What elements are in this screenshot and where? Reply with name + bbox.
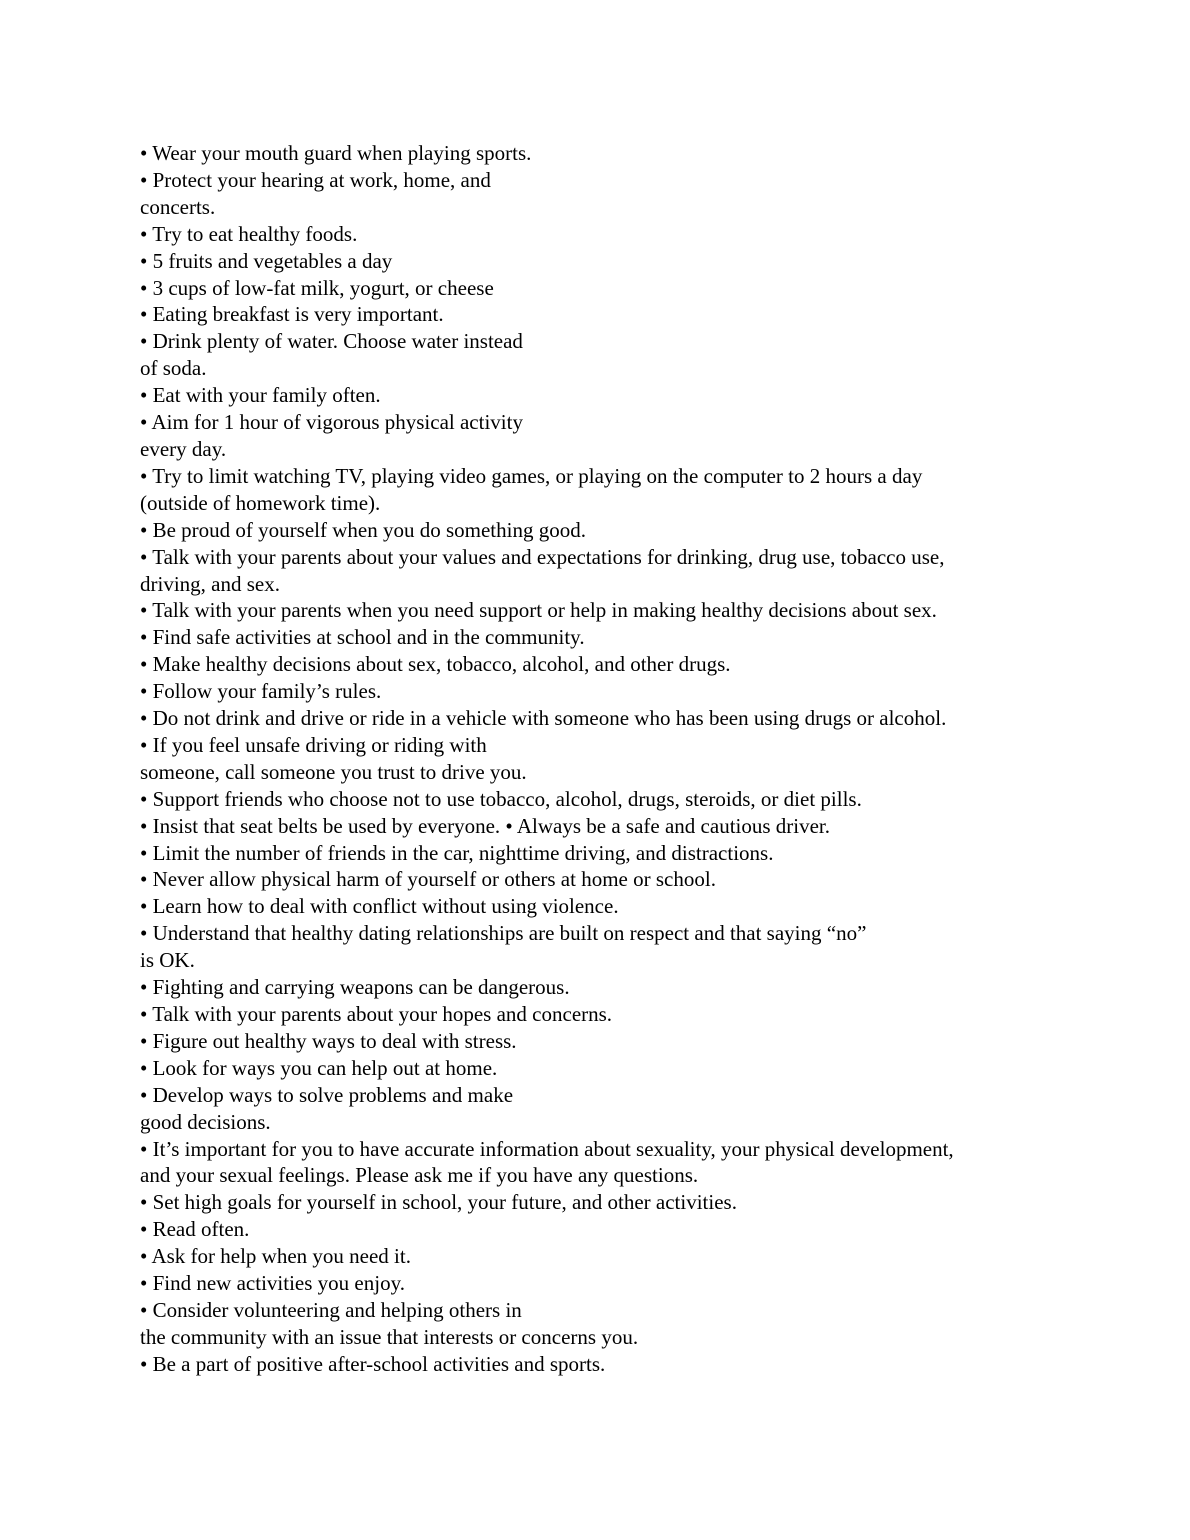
text-line: • Make healthy decisions about sex, tobacco, alcohol, and other drugs. <box>140 652 731 677</box>
text-line: • Never allow physical harm of yourself or others at home or school. <box>140 867 716 892</box>
text-line: and your sexual feelings. Please ask me if you have any questions. <box>140 1163 699 1188</box>
text-line: • Consider volunteering and helping others in <box>140 1297 522 1322</box>
text-line: • Find new activities you enjoy. <box>140 1271 405 1296</box>
text-line: • Protect your hearing at work, home, and <box>140 167 491 192</box>
text-line: • Understand that healthy dating relationships are built on respect and that saying “no” <box>140 921 867 946</box>
text-line: someone, call someone you trust to drive you. <box>140 759 527 784</box>
text-line: • Develop ways to solve problems and make <box>140 1082 514 1107</box>
document-page <box>140 140 1060 1378</box>
text-line: • Fighting and carrying weapons can be dangerous. <box>140 975 570 1000</box>
text-line: the community with an issue that interests or concerns you. <box>140 1324 639 1349</box>
text-line: • Try to eat healthy foods. <box>140 221 358 246</box>
text-line: • It’s important for you to have accurate information about sexuality, your physical development, <box>140 1136 954 1161</box>
text-line: • Learn how to deal with conflict without using violence. <box>140 894 619 919</box>
text-line: of soda. <box>140 356 207 381</box>
text-line: • Do not drink and drive or ride in a vehicle with someone who has been using drugs or alcohol. <box>140 706 947 731</box>
text-line: • If you feel unsafe driving or riding with <box>140 732 487 757</box>
text-line: • Follow your family’s rules. <box>140 679 382 704</box>
text-line: • Aim for 1 hour of vigorous physical activity <box>140 410 523 435</box>
text-line: • Insist that seat belts be used by everyone. • Always be a safe and cautious driver. <box>140 813 831 838</box>
text-line: driving, and sex. <box>140 571 280 596</box>
text-line: • Look for ways you can help out at home. <box>140 1055 498 1080</box>
text-line: good decisions. <box>140 1109 271 1134</box>
text-line: • Eating breakfast is very important. <box>140 302 444 327</box>
text-line: • Drink plenty of water. Choose water instead <box>140 329 523 354</box>
text-line: • Set high goals for yourself in school, your future, and other activities. <box>140 1190 737 1215</box>
text-line: • Talk with your parents about your values and expectations for drinking, drug use, tobacco use, <box>140 544 945 569</box>
text-line: • Be proud of yourself when you do something good. <box>140 517 586 542</box>
text-line: (outside of homework time). <box>140 490 381 515</box>
text-line: • Wear your mouth guard when playing sports. <box>140 141 532 165</box>
text-line: • Read often. <box>140 1217 250 1242</box>
text-line: • Find safe activities at school and in the community. <box>140 625 585 650</box>
text-line: • Be a part of positive after-school activities and sports. <box>140 1351 606 1376</box>
text-line: is OK. <box>140 948 195 973</box>
text-line: • Eat with your family often. <box>140 383 381 408</box>
text-line: every day. <box>140 436 227 461</box>
text-line: • Limit the number of friends in the car, nighttime driving, and distractions. <box>140 840 774 865</box>
text-line: • Figure out healthy ways to deal with stress. <box>140 1028 517 1053</box>
text-line: • 5 fruits and vegetables a day <box>140 248 393 273</box>
text-line: • Try to limit watching TV, playing video games, or playing on the computer to 2 hours a day <box>140 463 923 488</box>
text-line: • 3 cups of low-fat milk, yogurt, or cheese <box>140 275 494 300</box>
text-line: • Talk with your parents about your hopes and concerns. <box>140 1002 613 1026</box>
text-line: • Talk with your parents when you need support or help in making healthy decisions about sex. <box>140 598 937 623</box>
text-line: • Support friends who choose not to use tobacco, alcohol, drugs, steroids, or diet pills. <box>140 786 862 811</box>
text-line: concerts. <box>140 194 216 219</box>
text-line: • Ask for help when you need it. <box>140 1244 411 1269</box>
